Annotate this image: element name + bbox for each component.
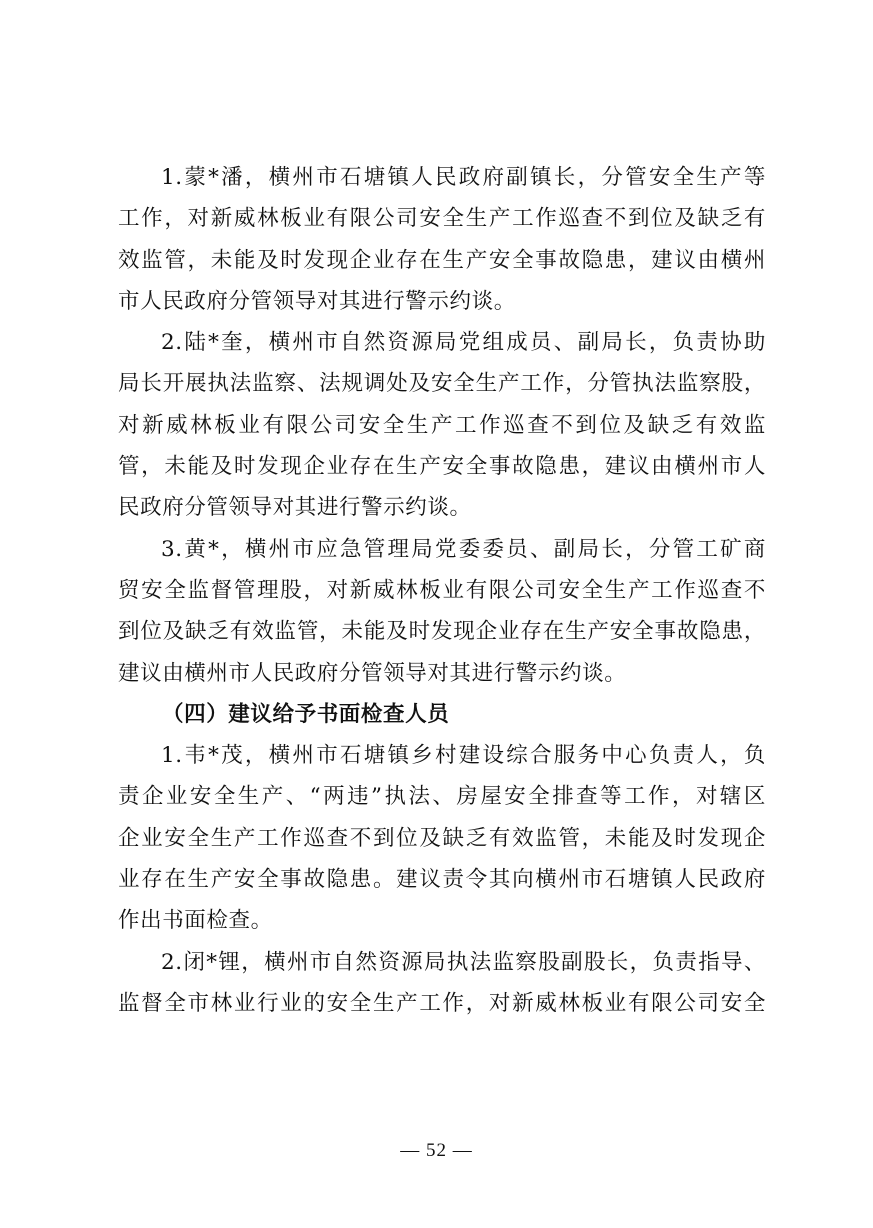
text-line: 业存在生产安全事故隐患。建议责令其向横州市石塘镇人民政府 — [118, 867, 766, 893]
text-line: 市人民政府分管领导对其进行警示约谈。 — [118, 288, 516, 314]
text-line: 1.韦*茂，横州市石塘镇乡村建设综合服务中心负责人，负 — [161, 743, 766, 769]
text-line: 责企业安全生产、“两违”执法、房屋安全排查等工作，对辖区 — [118, 784, 766, 810]
text-line: 监督全市林业行业的安全生产工作，对新威林板业有限公司安全 — [118, 990, 766, 1016]
text-line: 3.黄*，横州市应急管理局党委委员、副局长，分管工矿商 — [161, 536, 766, 562]
text-line: 建议由横州市人民政府分管领导对其进行警示约谈。 — [118, 660, 627, 686]
text-line: 民政府分管领导对其进行警示约谈。 — [118, 495, 472, 521]
text-line: 对新威林板业有限公司安全生产工作巡查不到位及缺乏有效监 — [118, 412, 766, 438]
document-body — [118, 157, 766, 1024]
text-line: 企业安全生产工作巡查不到位及缺乏有效监管，未能及时发现企 — [118, 825, 766, 851]
text-line: 管，未能及时发现企业存在生产安全事故隐患，建议由横州市人 — [118, 454, 766, 480]
text-line: 贸安全监督管理股，对新威林板业有限公司安全生产工作巡查不 — [118, 577, 766, 603]
text-line: 效监管，未能及时发现企业存在生产安全事故隐患，建议由横州 — [118, 247, 766, 273]
text-line: 1.蒙*潘，横州市石塘镇人民政府副镇长，分管安全生产等 — [161, 165, 766, 190]
paragraph-2 — [118, 322, 766, 528]
section-heading: （四）建议给予书面检查人员 — [162, 701, 450, 727]
text-line: 工作，对新威林板业有限公司安全生产工作巡查不到位及缺乏有 — [118, 206, 766, 232]
paragraph-1 — [118, 157, 766, 322]
paragraph-3 — [118, 529, 766, 694]
text-line: 局长开展执法监察、法规调处及安全生产工作，分管执法监察股， — [118, 371, 766, 397]
page-number: — 52 — — [400, 1140, 473, 1161]
text-line: 到位及缺乏有效监管，未能及时发现企业存在生产安全事故隐患， — [118, 619, 766, 645]
text-line: 2.闭*锂，横州市自然资源局执法监察股副股长，负责指导、 — [161, 949, 766, 975]
paragraph-4 — [118, 735, 766, 941]
text-line: 2.陆*奎，横州市自然资源局党组成员、副局长，负责协助 — [161, 330, 766, 356]
text-line: 作出书面检查。 — [118, 908, 273, 934]
paragraph-5 — [118, 942, 766, 1025]
